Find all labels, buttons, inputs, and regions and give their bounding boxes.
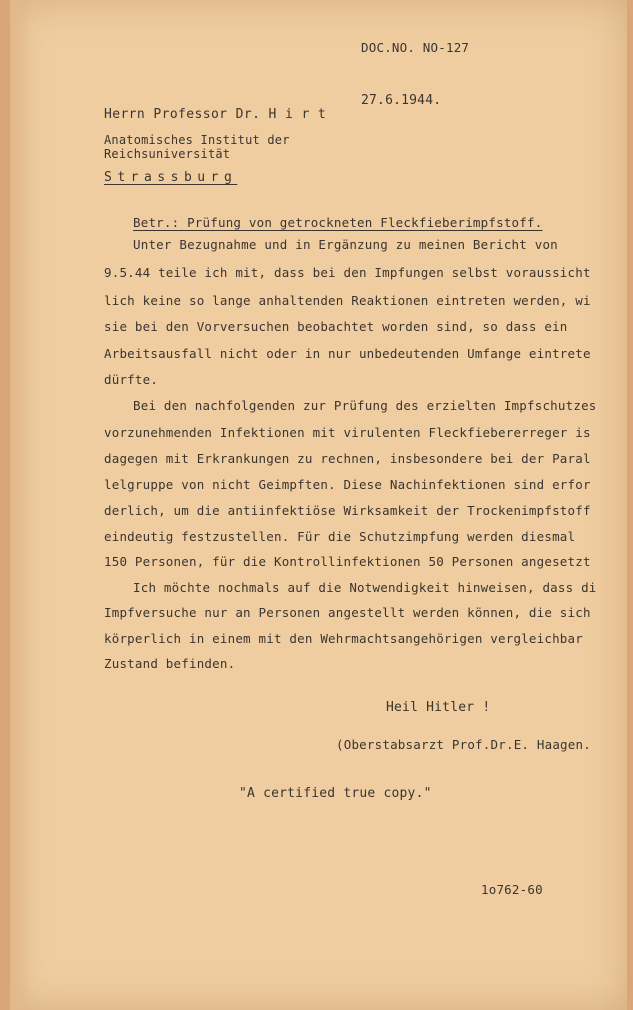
body-line: lelgruppe von nicht Geimpften. Diese Nachinfektionen sind erfor bbox=[104, 477, 591, 492]
body-line: Impfversuche nur an Personen angestellt werden können, die sich bbox=[104, 605, 591, 620]
letter-date: 27.6.1944. bbox=[361, 93, 442, 108]
body-line: 150 Personen, für die Kontrollinfektionen 50 Personen angesetzt bbox=[104, 554, 591, 569]
body-line: Ich möchte nochmals auf die Notwendigkeit hinweisen, dass di bbox=[133, 580, 597, 595]
body-line: körperlich in einem mit den Wehrmachtsangehörigen vergleichbar bbox=[104, 631, 583, 646]
certification-note: "A certified true copy." bbox=[239, 786, 432, 801]
recipient-name: Herrn Professor Dr. H i r t bbox=[104, 107, 327, 122]
body-line: Unter Bezugnahme und in Ergänzung zu meinen Bericht von bbox=[133, 237, 558, 252]
closing-salutation: Heil Hitler ! bbox=[386, 700, 491, 715]
body-line: dagegen mit Erkrankungen zu rechnen, insbesondere bei der Paral bbox=[104, 451, 591, 466]
paper-edge bbox=[10, 0, 32, 1010]
recipient-institute-line2: Reichsuniversität bbox=[104, 147, 231, 161]
body-line: eindeutig festzustellen. Für die Schutzimpfung werden diesmal bbox=[104, 529, 576, 544]
body-line: Bei den nachfolgenden zur Prüfung des erzielten Impfschutzes bbox=[133, 398, 597, 413]
recipient-institute-line1: Anatomisches Institut der bbox=[104, 133, 290, 147]
body-line: sie bei den Vorversuchen beobachtet worden sind, so dass ein bbox=[104, 319, 568, 334]
archive-number: 1o762-60 bbox=[481, 882, 543, 897]
document-number: DOC.NO. NO-127 bbox=[361, 40, 470, 55]
signature-line: (Oberstabsarzt Prof.Dr.E. Haagen. bbox=[336, 737, 591, 752]
body-line: derlich, um die antiinfektiöse Wirksamkeit der Trockenimpfstoff bbox=[104, 503, 591, 518]
body-line: 9.5.44 teile ich mit, dass bei den Impfungen selbst voraussicht bbox=[104, 265, 591, 280]
body-line: Zustand befinden. bbox=[104, 656, 236, 671]
body-line: lich keine so lange anhaltenden Reaktionen eintreten werden, wi bbox=[104, 293, 591, 308]
body-line: Arbeitsausfall nicht oder in nur unbedeutenden Umfange eintrete bbox=[104, 346, 591, 361]
subject-line: Betr.: Prüfung von getrockneten Fleckfieberimpfstoff. bbox=[133, 215, 543, 230]
body-line: vorzunehmenden Infektionen mit virulenten Fleckfiebererreger is bbox=[104, 425, 591, 440]
recipient-city: Strassburg bbox=[104, 170, 238, 185]
body-line: dürfte. bbox=[104, 372, 159, 387]
